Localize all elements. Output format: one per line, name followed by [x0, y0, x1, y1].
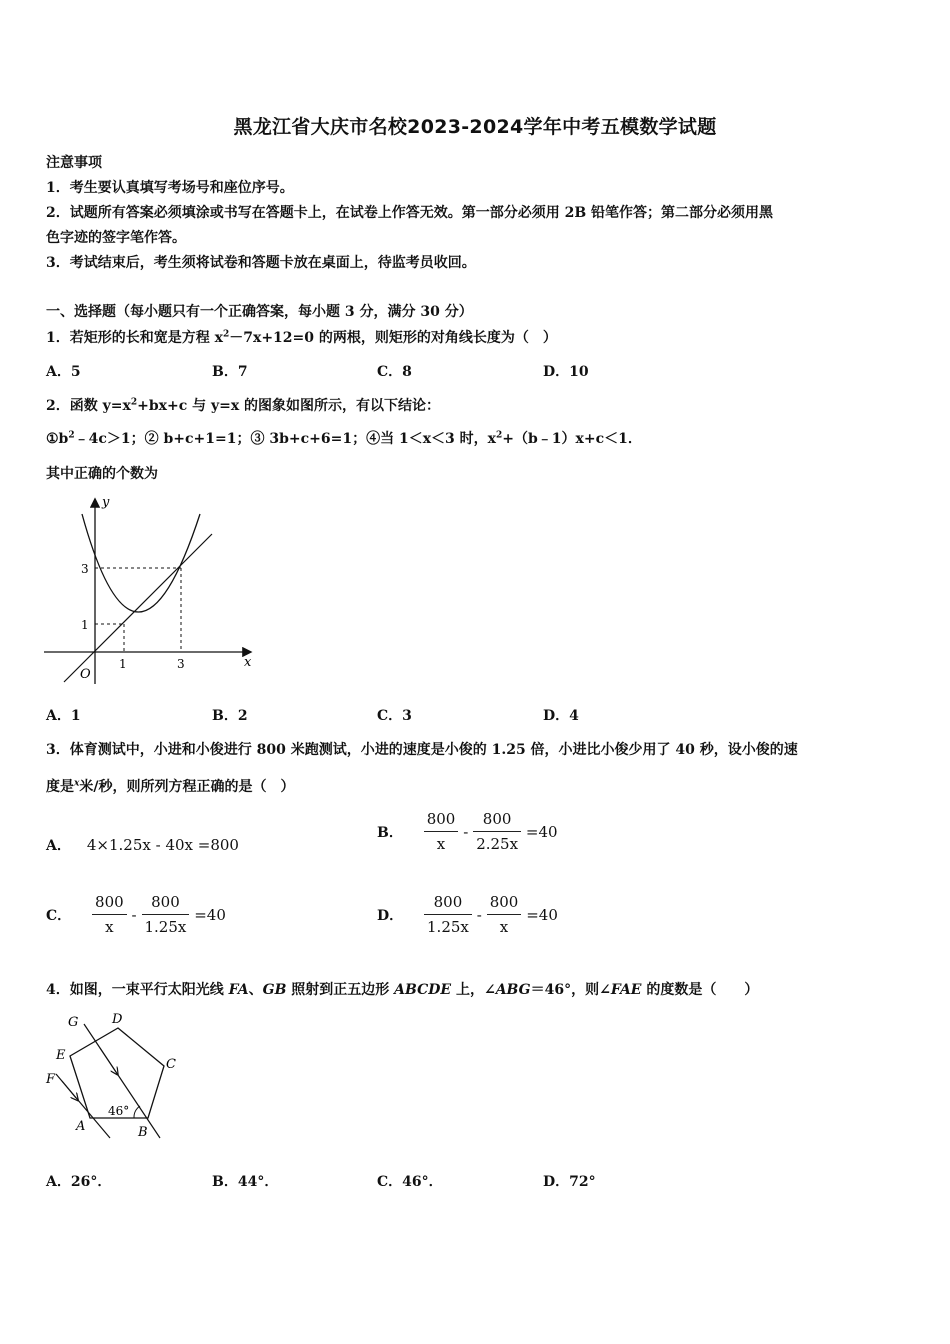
numerator: 800	[142, 893, 190, 915]
point-label-b: B	[138, 1125, 148, 1140]
q2-option-c: C．3	[377, 708, 412, 724]
question-2	[46, 395, 440, 415]
question-2-text: 2．函数 y=x	[46, 398, 131, 414]
denominator: x	[105, 918, 114, 936]
page-title: 黑龙江省大庆市名校2023-2024学年中考五模数学试题	[233, 116, 717, 138]
numerator: 800	[487, 893, 522, 915]
numerator: 800	[424, 893, 472, 915]
equation-rhs: =40	[194, 905, 226, 924]
q3-option-a	[46, 835, 239, 855]
option-label: A．	[46, 838, 71, 854]
question-1	[46, 327, 557, 347]
question-4-text: 的度数是（ ）	[641, 982, 759, 998]
fraction	[92, 893, 127, 936]
notice-heading: 注意事项	[46, 155, 102, 171]
angle-label: FAE	[610, 982, 642, 998]
denominator: 1.25x	[144, 918, 187, 936]
question-4	[46, 979, 758, 999]
option-label: D．	[377, 907, 404, 924]
question-1-text-end: －7x+12=0 的两根，则矩形的对角线长度为（ ）	[229, 330, 557, 346]
q4-option-b: B．44°．	[212, 1174, 279, 1190]
superscript: 2	[496, 430, 503, 441]
q3-option-b	[377, 810, 558, 853]
point-label-e: E	[56, 1048, 66, 1063]
q2-option-a: A．1	[46, 708, 81, 724]
conclusion-text: ①b	[46, 431, 69, 447]
superscript: 2	[68, 430, 75, 441]
separator: 、	[248, 982, 263, 998]
question-3-line-1: 3．体育测试中，小进和小俊进行 800 米跑测试，小进的速度是小俊的 1.25 倍，小进比小俊少用了 40 秒，设小俊的速	[46, 742, 798, 758]
arrow-icon	[100, 1048, 116, 1072]
origin-label: O	[80, 667, 91, 682]
q3-option-d	[377, 893, 558, 936]
q1-option-b: B．7	[212, 364, 248, 380]
angle-arc	[134, 1106, 140, 1118]
notice-item: 色字迹的签字笔作答。	[46, 230, 186, 246]
arrow-icon	[62, 1081, 76, 1098]
denominator: x	[499, 918, 509, 936]
y-tick-label: 3	[81, 562, 89, 576]
y-axis-label: y	[102, 495, 110, 510]
q4-option-c: C．46°．	[377, 1174, 443, 1190]
point-label-g: G	[68, 1015, 79, 1030]
fraction	[473, 810, 521, 853]
point-label-a: A	[76, 1119, 86, 1134]
q2-option-b: B．2	[212, 708, 248, 724]
denominator: 1.25x	[427, 918, 469, 936]
polygon-label: ABCDE	[394, 982, 452, 998]
point-label-c: C	[166, 1057, 176, 1072]
numerator: 800	[473, 810, 521, 832]
denominator: 2.25x	[476, 835, 519, 853]
conclusion-text: +（b﹣1）x+c＜1．	[502, 431, 642, 447]
ray-label: FA	[228, 982, 249, 998]
variable-x: x	[74, 778, 80, 789]
q4-option-d: D．72°	[543, 1174, 596, 1190]
x-tick-label: 3	[177, 657, 185, 671]
denominator: x	[436, 835, 446, 853]
equation-rhs: =40	[525, 822, 558, 841]
minus-sign: -	[463, 822, 469, 841]
equation-rhs: =40	[526, 905, 558, 924]
fraction	[142, 893, 190, 936]
fraction	[424, 810, 459, 853]
option-label: C．	[46, 907, 72, 924]
y-tick-label: 1	[81, 618, 89, 632]
conclusion-text: ﹣4c＞1；② b+c+1=1；③ 3b+c+6=1；④当 1＜x＜3 时，x	[74, 431, 497, 447]
x-axis-label: x	[244, 655, 252, 670]
section-heading: 一、选择题（每小题只有一个正确答案，每小题 3 分，满分 30 分）	[46, 304, 473, 320]
fraction	[424, 893, 472, 936]
option-label: B．	[377, 824, 403, 841]
x-tick-label: 1	[119, 657, 127, 671]
superscript: 2	[130, 397, 138, 408]
q2-option-d: D．4	[543, 708, 579, 724]
q1-option-c: C．8	[377, 364, 412, 380]
angle-label: ABG	[495, 982, 531, 998]
minus-sign: -	[476, 905, 482, 924]
point-label-f: F	[46, 1072, 56, 1087]
parabola-line-graph	[40, 492, 260, 692]
minus-sign: -	[131, 905, 137, 924]
question-3-line-2	[46, 776, 295, 796]
line-y-equals-x	[64, 534, 212, 682]
question-4-text: 上，∠	[451, 982, 496, 998]
question-4-text: 4．如图，一束平行太阳光线	[46, 982, 229, 998]
question-4-text: 照射到正五边形	[286, 982, 395, 998]
question-3-text: 米/秒，则所列方程正确的是（ ）	[79, 779, 295, 795]
notice-item: 1．考生要认真填写考场号和座位序号。	[46, 180, 294, 196]
numerator: 800	[92, 893, 127, 915]
question-1-text: 1．若矩形的长和宽是方程 x	[46, 330, 223, 346]
numerator: 800	[424, 810, 459, 832]
question-4-text: ＝46°，则∠	[530, 982, 611, 998]
question-2-conclusions	[46, 428, 642, 448]
q1-option-d: D．10	[543, 364, 589, 380]
q4-option-a: A．26°．	[46, 1174, 112, 1190]
notice-item: 3．考试结束后，考生须将试卷和答题卡放在桌面上，待监考员收回。	[46, 255, 476, 271]
question-2-text-end: +bx+c 与 y=x 的图象如图所示，有以下结论：	[137, 398, 441, 414]
q1-option-a: A．5	[46, 364, 81, 380]
angle-value-label: 46°	[108, 1104, 130, 1118]
question-3-text: 度是	[46, 779, 74, 795]
option-expression: 4×1.25x - 40x =800	[86, 836, 239, 854]
ray-label: GB	[262, 982, 287, 998]
superscript: 2	[222, 329, 230, 340]
q3-option-c	[46, 893, 226, 936]
notice-item: 2．试题所有答案必须填涂或书写在答题卡上，在试卷上作答无效。第一部分必须用 2B 铅笔作答；第二部分必须用黑	[46, 205, 774, 221]
question-2-tail: 其中正确的个数为	[46, 466, 158, 482]
point-label-d: D	[112, 1012, 123, 1027]
pentagon-figure	[40, 1006, 200, 1146]
fraction	[487, 893, 522, 936]
